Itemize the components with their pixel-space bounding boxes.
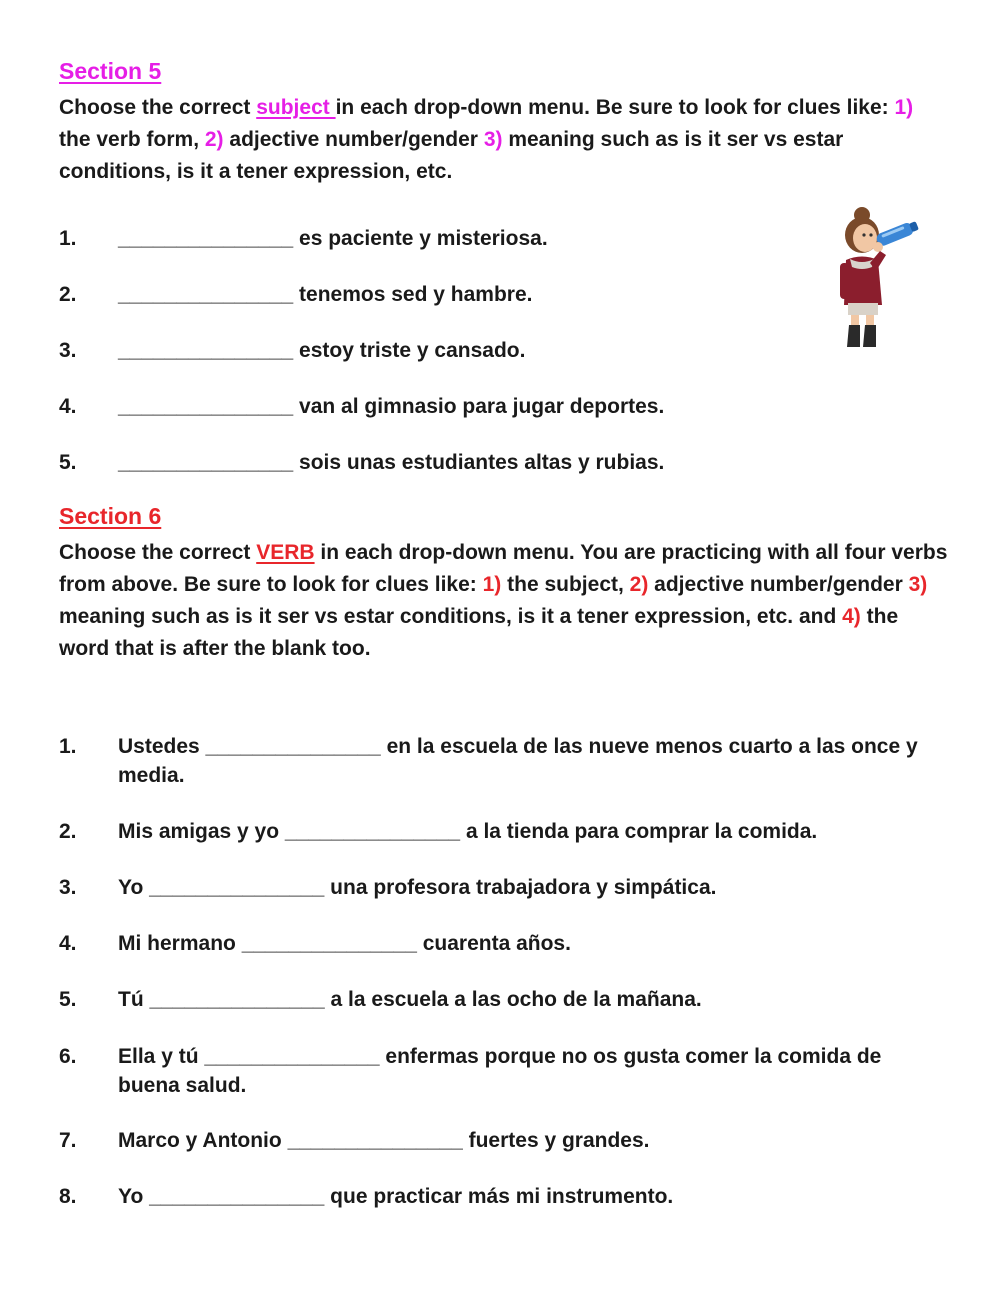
- question-text: una profesora trabajadora y simpática.: [324, 876, 717, 899]
- question-number: 2.: [59, 820, 77, 843]
- instr-text: Choose the correct: [59, 96, 257, 119]
- section-5-instructions: [59, 92, 949, 188]
- boot: [863, 325, 876, 347]
- question-text: cuarenta años.: [416, 932, 571, 955]
- water-bottle: [875, 219, 920, 247]
- instr-text: meaning such as is it ser vs estar conditions, is it a tener expression, etc.: [59, 128, 844, 183]
- eye: [862, 233, 865, 236]
- question-number: 2.: [59, 283, 77, 306]
- instr-number: 1): [482, 573, 502, 596]
- question-text: van al gimnasio para jugar deportes.: [293, 395, 665, 418]
- question-text: sois unas estudiantes altas y rubias.: [293, 451, 665, 474]
- question-text: Tú: [118, 988, 150, 1011]
- answer-blank[interactable]: _______________: [204, 1045, 380, 1068]
- avatar-drinking-icon: [820, 205, 940, 353]
- answer-blank[interactable]: _______________: [118, 451, 294, 474]
- question-number: 3.: [59, 876, 77, 899]
- answer-blank[interactable]: _______________: [118, 283, 294, 306]
- question-text: Yo: [118, 1185, 150, 1208]
- instr-keyword-verb: VERB: [256, 541, 315, 564]
- instr-number: 3): [908, 573, 928, 596]
- question-number: 5.: [59, 451, 77, 474]
- instr-number: 2): [204, 128, 224, 151]
- instr-text: the word that is after the blank too.: [59, 605, 899, 660]
- instr-text: adjective number/gender: [648, 573, 909, 596]
- section-6-heading: Section 6: [59, 503, 162, 529]
- answer-blank[interactable]: _______________: [149, 1185, 325, 1208]
- instr-number: 2): [629, 573, 649, 596]
- instr-number: 1): [894, 96, 914, 119]
- question-number: 8.: [59, 1185, 77, 1208]
- instr-number: 3): [483, 128, 503, 151]
- question-text: es paciente y misteriosa.: [293, 227, 548, 250]
- answer-blank[interactable]: _______________: [118, 339, 294, 362]
- question-text: fuertes y grandes.: [462, 1129, 650, 1152]
- instr-text: adjective number/gender: [223, 128, 484, 151]
- question-text: en la escuela de las nueve menos cuarto a las once y media.: [118, 735, 918, 787]
- question-text: estoy triste y cansado.: [293, 339, 526, 362]
- question-number: 3.: [59, 339, 77, 362]
- question-text: a la escuela a las ocho de la mañana.: [324, 988, 702, 1011]
- question-number: 1.: [59, 227, 77, 250]
- hand: [873, 242, 883, 252]
- boot: [847, 325, 860, 347]
- question-text: a la tienda para comprar la comida.: [460, 820, 818, 843]
- instr-text: Choose the correct: [59, 541, 257, 564]
- answer-blank[interactable]: _______________: [241, 932, 417, 955]
- question-text: Ella y tú: [118, 1045, 205, 1068]
- question-text: Mi hermano: [118, 932, 242, 955]
- question-number: 4.: [59, 395, 77, 418]
- answer-blank[interactable]: _______________: [287, 1129, 463, 1152]
- question-text: Marco y Antonio: [118, 1129, 288, 1152]
- answer-blank[interactable]: _______________: [149, 876, 325, 899]
- section-5-heading: Section 5: [59, 58, 162, 84]
- question-text: Mis amigas y yo: [118, 820, 285, 843]
- instr-text: in each drop-down menu. You are practicing with all four verbs from above. Be sure to look for clues like:: [59, 541, 948, 596]
- eye: [869, 233, 872, 236]
- question-text: tenemos sed y hambre.: [293, 283, 533, 306]
- arm: [840, 263, 849, 299]
- answer-blank[interactable]: _______________: [284, 820, 461, 843]
- question-number: 6.: [59, 1045, 77, 1068]
- instr-text: in each drop-down menu. Be sure to look for clues like:: [335, 96, 895, 119]
- question-number: 5.: [59, 988, 77, 1011]
- question-text: Yo: [118, 876, 150, 899]
- question-number: 1.: [59, 735, 77, 758]
- instr-text: meaning such as is it ser vs estar conditions, is it a tener expression, etc. and: [59, 605, 843, 628]
- section-6-instructions: [59, 537, 949, 665]
- instr-text: the subject,: [501, 573, 630, 596]
- answer-blank[interactable]: _______________: [205, 735, 381, 758]
- question-number: 7.: [59, 1129, 77, 1152]
- question-text: enfermas porque no os gusta comer la comida de buena salud.: [118, 1045, 882, 1097]
- question-number: 4.: [59, 932, 77, 955]
- question-text: que practicar más mi instrumento.: [324, 1185, 674, 1208]
- instr-number: 4): [842, 605, 861, 628]
- answer-blank[interactable]: _______________: [118, 395, 294, 418]
- question-text: Ustedes: [118, 735, 206, 758]
- instr-keyword-subject: subject: [256, 96, 336, 119]
- answer-blank[interactable]: _______________: [118, 227, 294, 250]
- skirt: [848, 303, 878, 315]
- answer-blank[interactable]: _______________: [149, 988, 325, 1011]
- instr-text: the verb form,: [59, 128, 205, 151]
